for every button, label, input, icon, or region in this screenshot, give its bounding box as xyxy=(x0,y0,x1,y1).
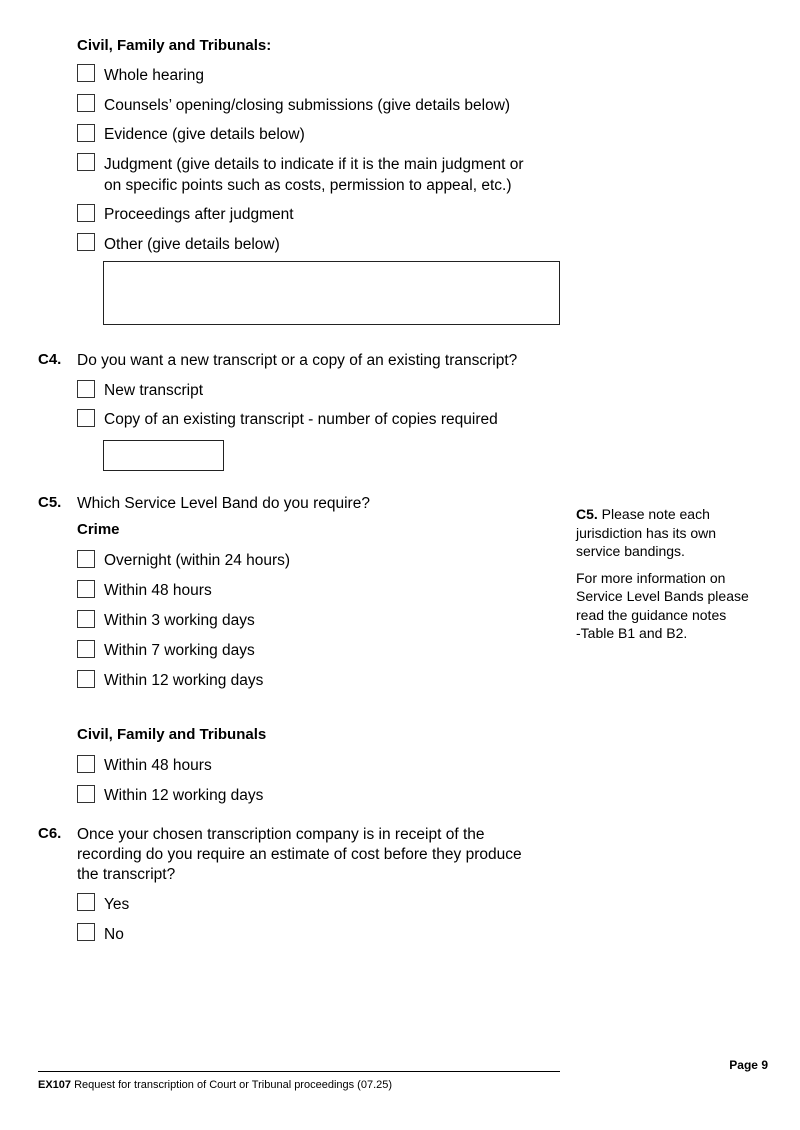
c5-note-p2-line3: read the guidance notes xyxy=(576,606,727,623)
c6-question-line2: recording do you require an estimate of cost before they produce xyxy=(77,846,522,863)
proceedings-after-judgment-label: Proceedings after judgment xyxy=(104,206,294,223)
crime-12-days-checkbox[interactable] xyxy=(77,670,95,688)
cft-48-hours-checkbox[interactable] xyxy=(77,755,95,773)
estimate-yes-checkbox[interactable] xyxy=(77,893,95,911)
crime-3-days-label: Within 3 working days xyxy=(104,612,255,629)
crime-3-days-checkbox[interactable] xyxy=(77,610,95,628)
whole-hearing-checkbox[interactable] xyxy=(77,64,95,82)
c6-question-line1: Once your chosen transcription company is in receipt of the xyxy=(77,826,485,843)
cft-12-days-label: Within 12 working days xyxy=(104,787,264,804)
evidence-label: Evidence (give details below) xyxy=(104,126,305,143)
copy-existing-transcript-checkbox[interactable] xyxy=(77,409,95,427)
crime-48-hours-checkbox[interactable] xyxy=(77,580,95,598)
c5-number: C5. xyxy=(38,494,62,511)
proceedings-after-judgment-checkbox[interactable] xyxy=(77,204,95,222)
judgment-label-line2: on specific points such as costs, permission to appeal, etc.) xyxy=(104,177,512,194)
c5-note-p1-line1: Please note each xyxy=(597,506,710,522)
new-transcript-checkbox[interactable] xyxy=(77,380,95,398)
crime-7-days-label: Within 7 working days xyxy=(104,642,255,659)
footer-form-code: EX107 xyxy=(38,1079,72,1091)
c5-note-ref: C5. xyxy=(576,506,598,522)
cft-12-days-checkbox[interactable] xyxy=(77,785,95,803)
footer-divider xyxy=(38,1071,560,1072)
c5-question: Which Service Level Band do you require? xyxy=(77,495,370,512)
page-number: Page 9 xyxy=(729,1058,768,1072)
c4-question: Do you want a new transcript or a copy of an existing transcript? xyxy=(77,352,518,369)
new-transcript-label: New transcript xyxy=(104,382,204,399)
copy-existing-transcript-label: Copy of an existing transcript - number of copies required xyxy=(104,411,498,428)
estimate-no-checkbox[interactable] xyxy=(77,923,95,941)
footer-form-name: Request for transcription of Court or Tribunal proceedings (07.25) xyxy=(71,1079,393,1091)
estimate-yes-label: Yes xyxy=(104,896,130,913)
estimate-no-label: No xyxy=(104,926,124,943)
judgment-label-line1: Judgment (give details to indicate if it is the main judgment or xyxy=(104,156,524,173)
footer-form-title xyxy=(38,1079,392,1091)
c5-note-p1-line2: jurisdiction has its own xyxy=(576,524,717,541)
whole-hearing-label: Whole hearing xyxy=(104,67,204,84)
overnight-checkbox[interactable] xyxy=(77,550,95,568)
c5-note-p2-line1: For more information on xyxy=(576,569,726,586)
other-details-textbox[interactable] xyxy=(103,261,560,325)
c5-note-p1-line3: service bandings. xyxy=(576,543,685,559)
counsels-submissions-label: Counsels’ opening/closing submissions (give details below) xyxy=(104,97,511,114)
crime-48-hours-label: Within 48 hours xyxy=(104,582,212,599)
number-of-copies-input[interactable] xyxy=(103,440,224,471)
c6-number: C6. xyxy=(38,825,62,842)
crime-7-days-checkbox[interactable] xyxy=(77,640,95,658)
crime-heading: Crime xyxy=(77,521,120,538)
cft-heading: Civil, Family and Tribunals: xyxy=(77,37,272,54)
c5-cft-heading: Civil, Family and Tribunals xyxy=(77,726,267,743)
judgment-checkbox[interactable] xyxy=(77,153,95,171)
overnight-label: Overnight (within 24 hours) xyxy=(104,552,291,569)
counsels-submissions-checkbox[interactable] xyxy=(77,94,95,112)
other-checkbox[interactable] xyxy=(77,233,95,251)
cft-48-hours-label: Within 48 hours xyxy=(104,757,212,774)
evidence-checkbox[interactable] xyxy=(77,124,95,142)
other-label: Other (give details below) xyxy=(104,236,280,253)
c5-note-p2-line4: -Table B1 and B2. xyxy=(576,625,688,641)
c4-number: C4. xyxy=(38,351,62,368)
c5-guidance-note xyxy=(576,505,776,651)
crime-12-days-label: Within 12 working days xyxy=(104,672,264,689)
c5-note-p2-line2: Service Level Bands please xyxy=(576,588,749,604)
c6-question-line3: the transcript? xyxy=(77,866,176,883)
